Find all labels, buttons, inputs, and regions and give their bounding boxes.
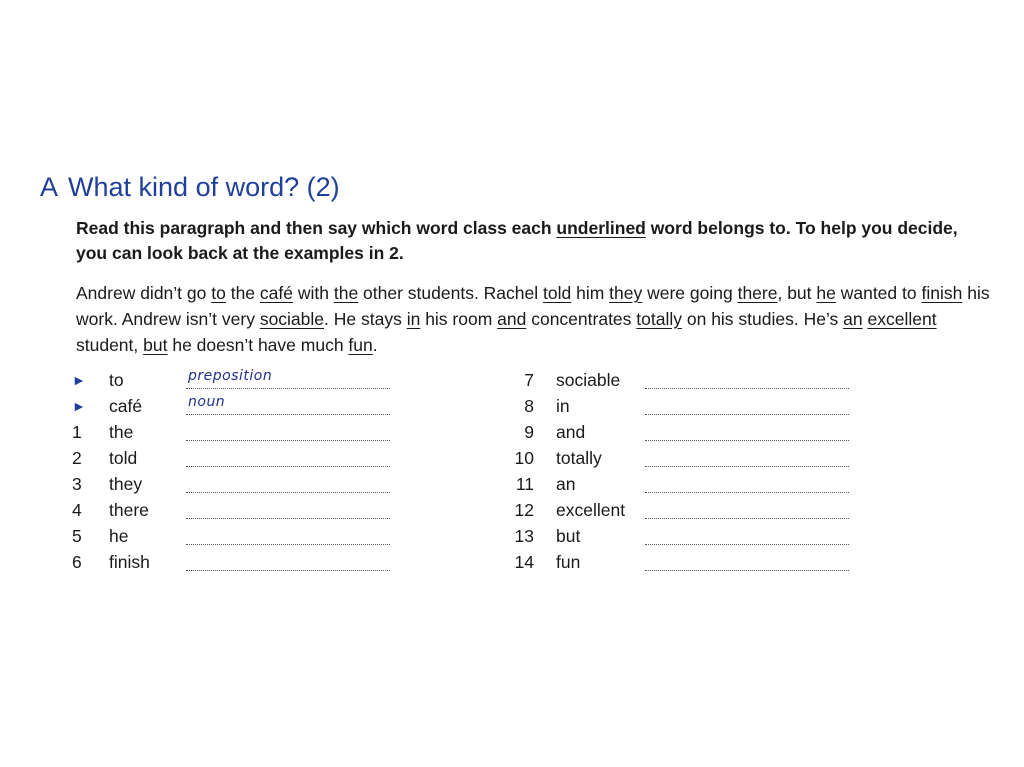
item-number: 13	[514, 526, 534, 546]
item-word: told	[109, 448, 138, 468]
paragraph-text: wanted to	[835, 283, 922, 303]
instructions-text-1: Read this paragraph and then say which word class each	[76, 218, 557, 238]
exercise-heading	[40, 172, 340, 203]
item-word: finish	[109, 552, 150, 572]
answer-blank[interactable]	[645, 536, 849, 545]
paragraph-text: were going	[642, 283, 738, 303]
underlined-word: totally	[636, 309, 682, 329]
paragraph-text: other students. Rachel	[358, 283, 543, 303]
item-number: 4	[72, 500, 82, 520]
item-number: 1	[72, 422, 82, 442]
paragraph-text: , but	[777, 283, 817, 303]
item-word: there	[109, 500, 149, 520]
answer-blank[interactable]	[186, 458, 390, 467]
answer-blank[interactable]	[186, 510, 390, 519]
underlined-word: there	[737, 283, 778, 303]
underlined-word: excellent	[867, 309, 937, 329]
item-number: 8	[524, 396, 534, 416]
item-number: 10	[514, 448, 534, 468]
item-word: excellent	[556, 500, 626, 520]
item-word: fun	[556, 552, 581, 572]
underlined-word: the	[333, 283, 359, 303]
answer-blank[interactable]	[645, 562, 849, 571]
item-word: in	[556, 396, 570, 416]
paragraph-text: .	[372, 335, 378, 355]
reading-paragraph	[76, 280, 991, 358]
item-number: 5	[72, 526, 82, 546]
paragraph-text: he doesn’t have much	[167, 335, 349, 355]
item-word: totally	[556, 448, 602, 468]
item-number: 11	[515, 474, 534, 494]
answer-blank[interactable]	[645, 432, 849, 441]
paragraph-text: concentrates	[526, 309, 637, 329]
item-number: 6	[72, 552, 82, 572]
paragraph-text: Andrew didn’t go	[76, 283, 212, 303]
example-arrow-icon: ►	[72, 372, 86, 388]
answer-blank[interactable]	[186, 484, 390, 493]
paragraph-text: the	[225, 283, 260, 303]
example-arrow-icon: ►	[72, 398, 86, 414]
underlined-word: finish	[921, 283, 963, 303]
item-word: but	[556, 526, 581, 546]
item-word: to	[109, 370, 124, 390]
handwritten-answer: noun	[188, 394, 226, 410]
item-word: he	[109, 526, 129, 546]
underlined-word: to	[211, 283, 226, 303]
paragraph-text: his room	[420, 309, 498, 329]
item-word: café	[109, 396, 143, 416]
item-number: 12	[514, 500, 534, 520]
item-word: an	[556, 474, 576, 494]
underlined-word: told	[543, 283, 572, 303]
item-number: 3	[72, 474, 82, 494]
instructions-text-2: word belongs to. To help you decide, you can look back at the examples in 2.	[76, 218, 958, 263]
exercise-title: What kind of word? (2)	[68, 172, 340, 202]
item-number: 7	[524, 370, 534, 390]
answer-blank[interactable]	[645, 484, 849, 493]
paragraph-text: . He stays	[324, 309, 407, 329]
item-word: they	[109, 474, 143, 494]
paragraph-text: him	[571, 283, 610, 303]
instructions-underlined-word: underlined	[556, 218, 646, 238]
item-number: 9	[524, 422, 534, 442]
item-number: 14	[514, 552, 534, 572]
paragraph-text: on his studies. He’s	[682, 309, 844, 329]
item-word: sociable	[556, 370, 621, 390]
underlined-word: he	[816, 283, 836, 303]
paragraph-text: with	[292, 283, 334, 303]
item-word: the	[109, 422, 134, 442]
instructions	[76, 216, 986, 266]
item-number: 2	[72, 448, 82, 468]
paragraph-text: student,	[76, 335, 144, 355]
answer-blank[interactable]	[645, 380, 849, 389]
underlined-word: fun	[348, 335, 373, 355]
underlined-word: they	[609, 283, 643, 303]
answer-blank[interactable]	[186, 562, 390, 571]
item-word: and	[556, 422, 586, 442]
answer-blank[interactable]	[186, 432, 390, 441]
answer-blank[interactable]	[186, 536, 390, 545]
underlined-word: sociable	[259, 309, 325, 329]
underlined-word: café	[259, 283, 293, 303]
underlined-word: and	[497, 309, 527, 329]
paragraph-text: his work. Andrew isn’t very	[76, 283, 990, 329]
underlined-word: in	[406, 309, 421, 329]
underlined-word: but	[143, 335, 168, 355]
underlined-word: an	[843, 309, 863, 329]
handwritten-answer: preposition	[188, 368, 273, 384]
section-letter: A	[40, 172, 59, 202]
answer-blank[interactable]	[645, 458, 849, 467]
answer-blank[interactable]	[645, 406, 849, 415]
answer-blank[interactable]	[645, 510, 849, 519]
